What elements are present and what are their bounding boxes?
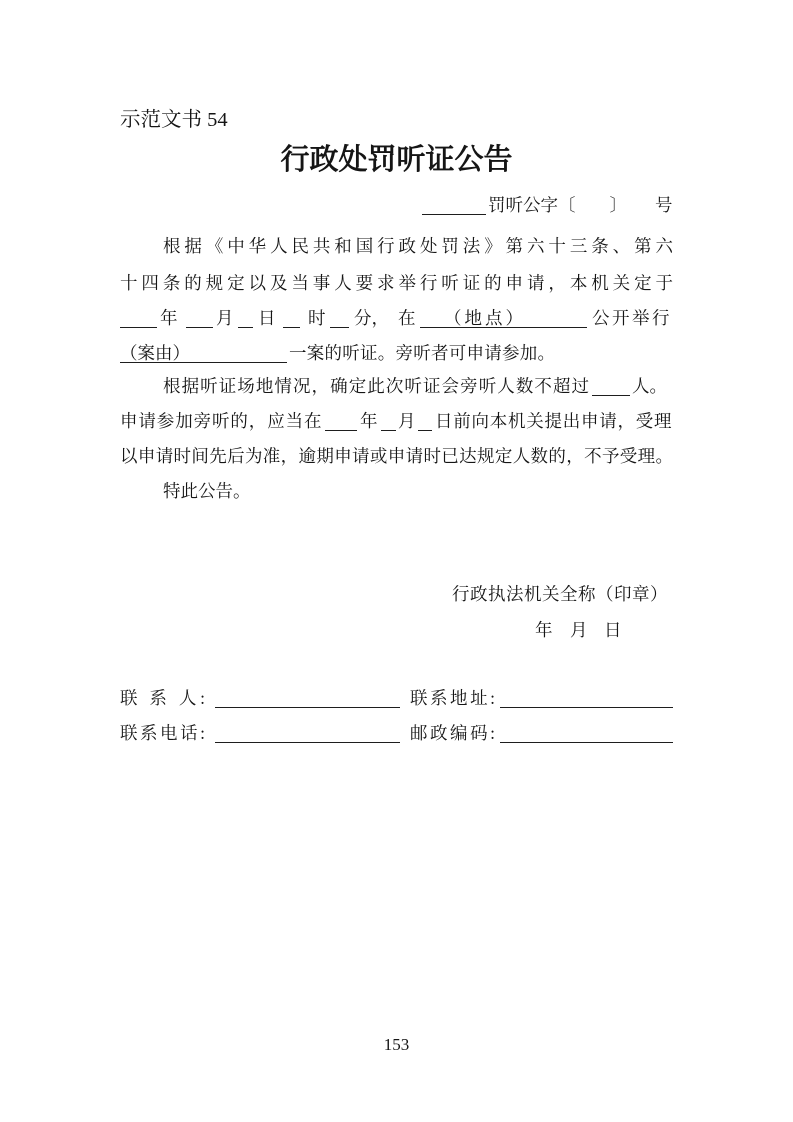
hearing-minute-blank xyxy=(330,306,349,330)
paragraph-1-line-4 xyxy=(120,341,555,365)
document-title: 行政处罚听证公告 xyxy=(280,144,513,176)
hearing-cause-blank: （案由） xyxy=(120,341,287,365)
signature-date xyxy=(535,618,622,642)
contact-address-blank xyxy=(500,707,673,708)
paragraph-2-line-2-text: 申请参加旁听的，应当在 xyxy=(120,411,323,431)
contact-person-label: 联 系 人: xyxy=(120,688,205,708)
paragraph-1-line-4-tail: 一案的听证。旁听者可申请参加。 xyxy=(289,343,556,363)
paragraph-2-line-1 xyxy=(163,374,667,398)
case-prefix-blank xyxy=(422,193,486,217)
paragraph-1-line-1: 根据《中华人民共和国行政处罚法》第六十三条、第六 xyxy=(163,236,673,256)
paragraph-2-line-2-tail: 日前向本机关提出申请，受理 xyxy=(435,411,673,431)
deadline-month-unit: 月 xyxy=(398,411,417,431)
case-number-closing-bracket: 〕 xyxy=(609,195,627,215)
hearing-at-text: 在 xyxy=(398,308,416,328)
paragraph-1-line-2: 十四条的规定以及当事人要求举行听证的申请，本机关定于 xyxy=(120,273,673,293)
hearing-year-blank xyxy=(120,306,157,330)
deadline-year-blank xyxy=(325,409,357,433)
paragraph-2-line-2 xyxy=(120,409,672,433)
case-number-line xyxy=(422,193,673,217)
hearing-month-blank xyxy=(186,306,213,330)
contact-address-label: 联系地址: xyxy=(410,688,495,708)
deadline-year-unit: 年 xyxy=(360,411,379,431)
hearing-hour-blank xyxy=(283,306,300,330)
hearing-day-unit: 日 xyxy=(258,308,276,328)
postal-code-blank xyxy=(500,742,673,743)
case-number-suffix: 号 xyxy=(655,195,673,215)
paragraph-1-line-3 xyxy=(120,306,672,330)
paragraph-2-line-3: 以申请时间先后为准，逾期申请或申请时已达规定人数的，不予受理。 xyxy=(120,446,673,466)
contact-phone-blank xyxy=(215,742,400,743)
closing-statement: 特此公告。 xyxy=(163,481,251,501)
signature-date-month: 月 xyxy=(570,620,588,640)
deadline-day-blank xyxy=(418,409,432,433)
contact-phone-label: 联系电话: xyxy=(120,723,205,743)
postal-code-label: 邮政编码: xyxy=(410,723,495,743)
paragraph-2-line-1-text: 根据听证场地情况，确定此次听证会旁听人数不超过 xyxy=(163,376,591,396)
hearing-day-blank xyxy=(238,306,253,330)
hearing-year-unit: 年 xyxy=(160,308,178,328)
hearing-place-blank: （地点） xyxy=(420,306,587,330)
deadline-month-blank xyxy=(381,409,396,433)
audience-limit-unit: 人。 xyxy=(632,376,667,396)
case-number-label: 罚听公字〔 xyxy=(488,195,576,215)
hearing-month-unit: 月 xyxy=(216,308,234,328)
audience-limit-blank xyxy=(592,374,630,398)
signature-date-year: 年 xyxy=(535,620,553,640)
signature-date-day: 日 xyxy=(604,620,622,640)
contact-person-blank xyxy=(215,707,400,708)
hearing-minute-unit: 分， xyxy=(354,308,389,328)
page-number: 153 xyxy=(383,1035,410,1054)
form-label: 示范文书 54 xyxy=(120,109,228,131)
authority-seal-line: 行政执法机关全称（印章） xyxy=(452,584,668,604)
hearing-hour-unit: 时 xyxy=(308,308,326,328)
public-hold-text: 公开举行 xyxy=(592,308,672,328)
